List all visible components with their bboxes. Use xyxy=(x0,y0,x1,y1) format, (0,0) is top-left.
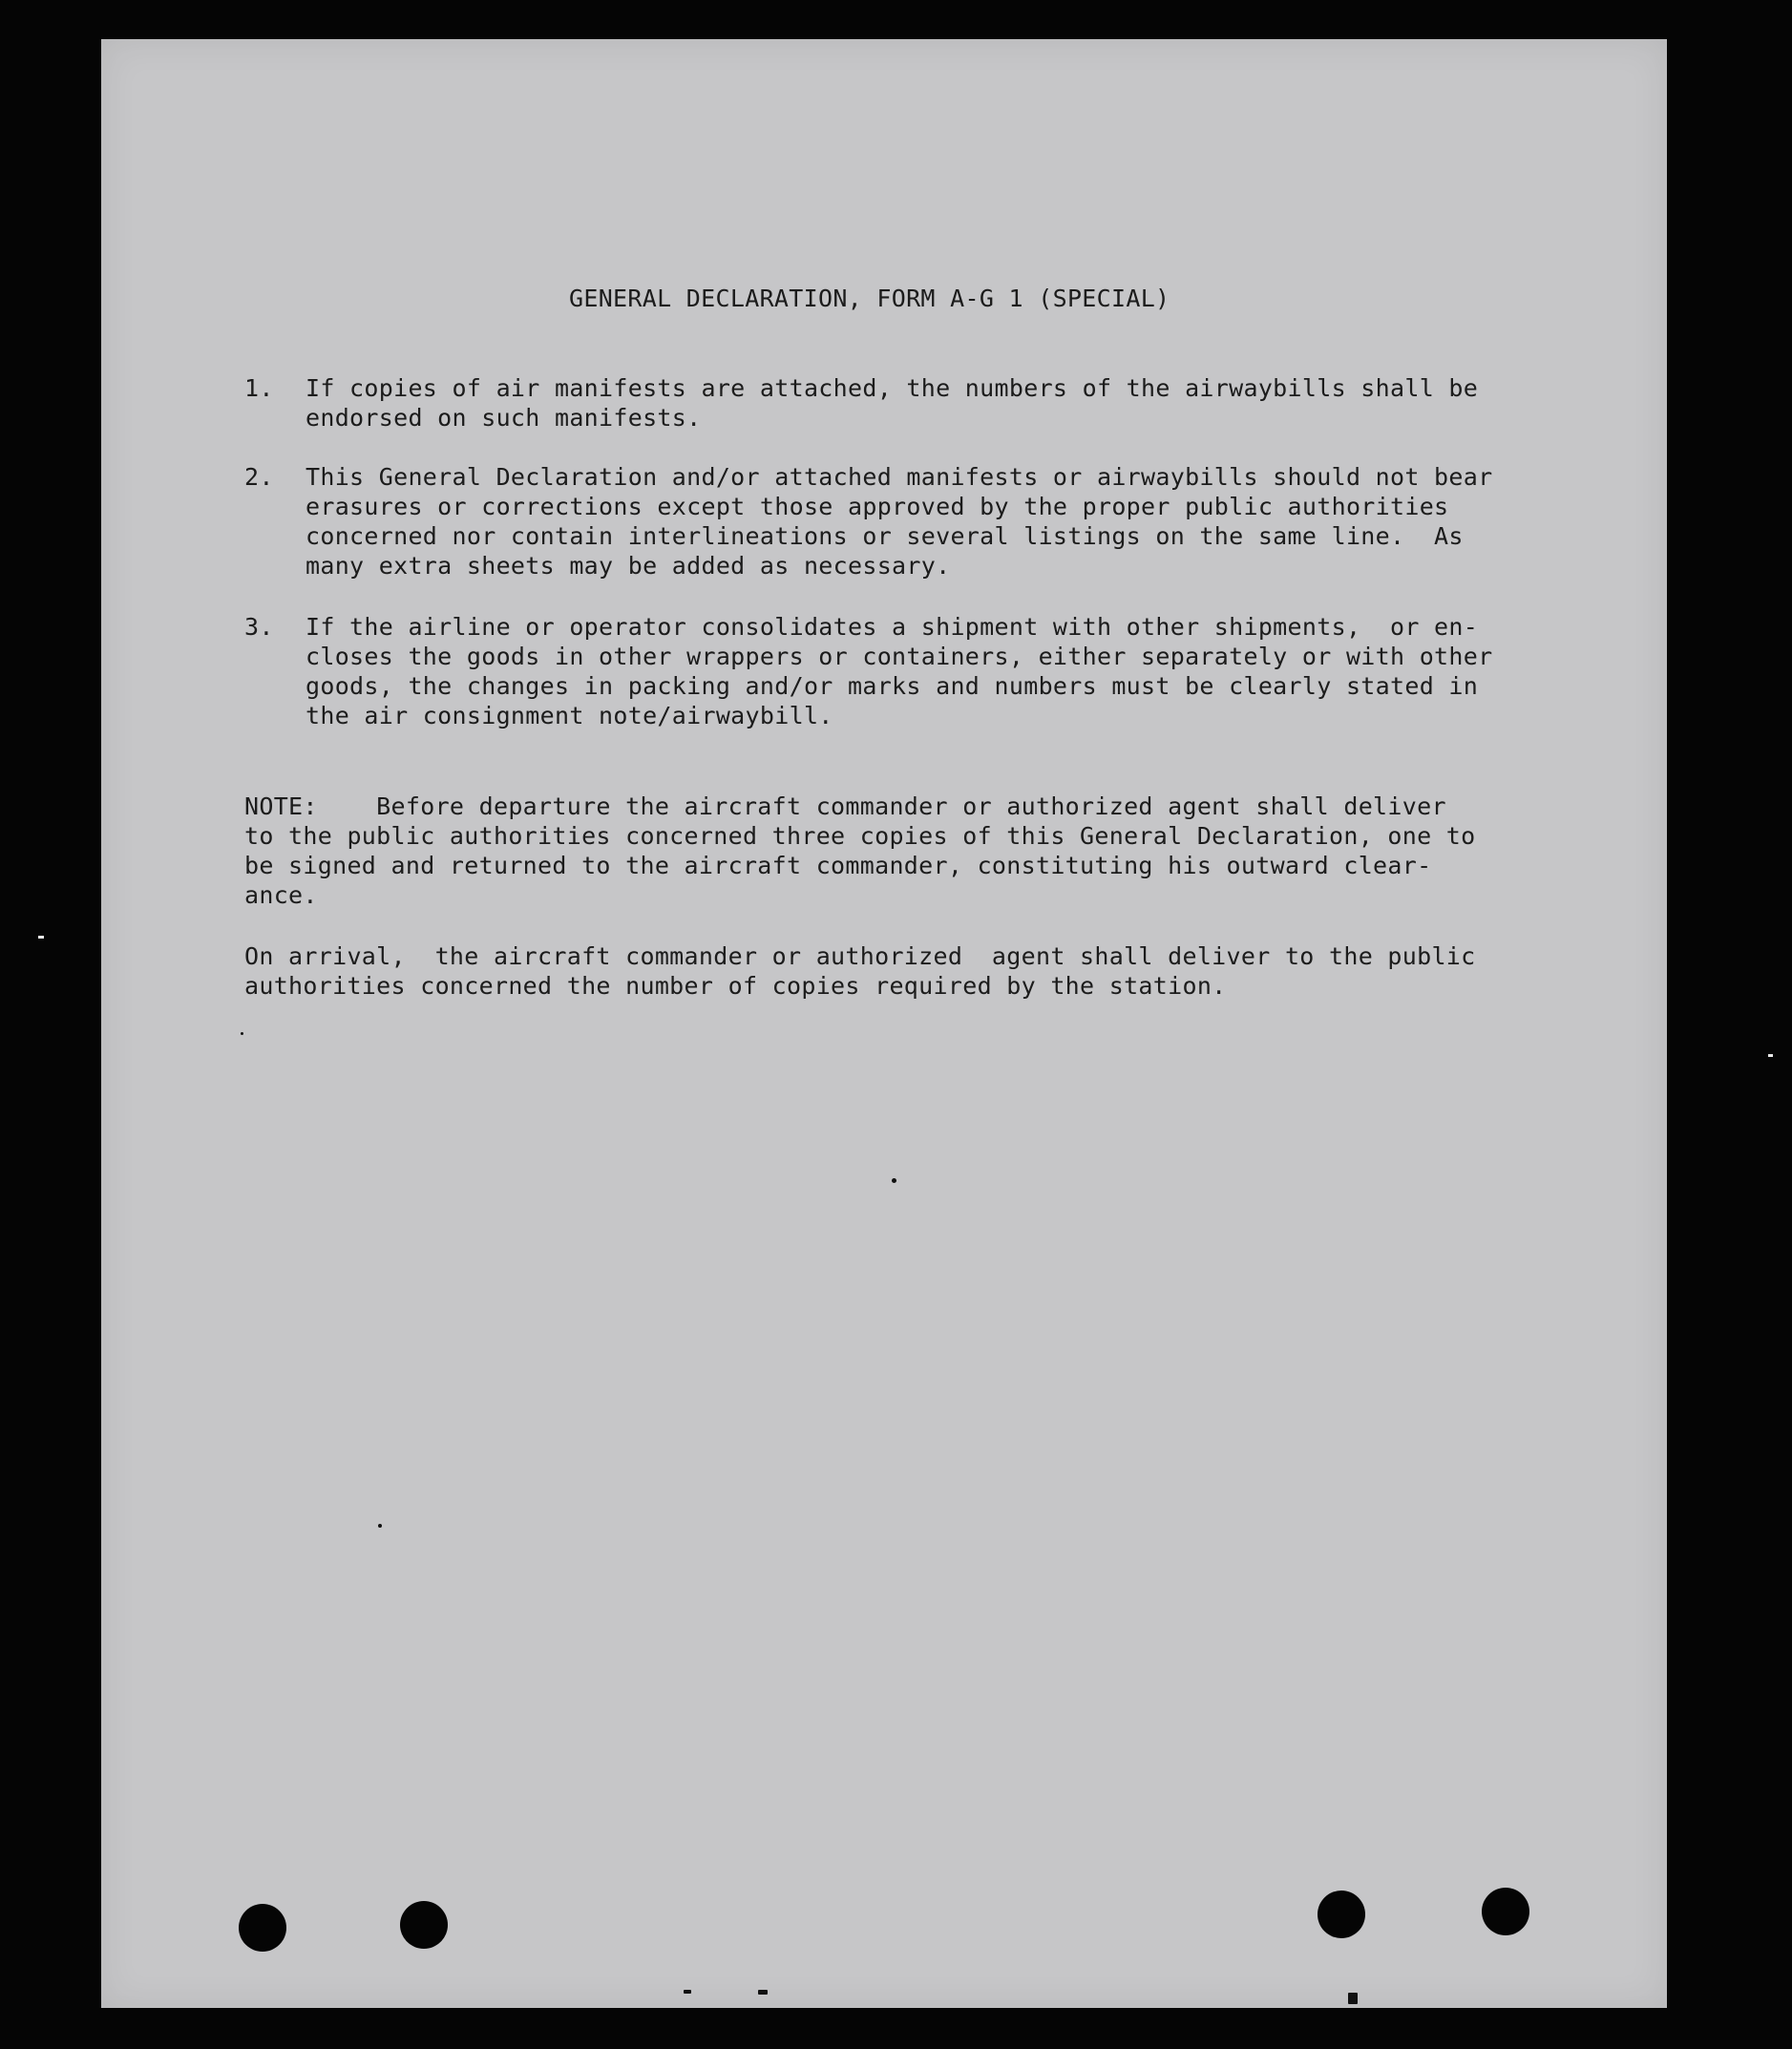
paper-speck xyxy=(1348,1993,1358,2004)
paper-speck xyxy=(892,1178,896,1183)
item-number: 3. xyxy=(244,613,274,641)
item-text: If copies of air manifests are attached, the numbers of the airwaybills shall be endorsed on such manifests. xyxy=(306,374,1479,432)
paper-speck xyxy=(241,1032,243,1035)
paper-speck xyxy=(684,1990,691,1994)
item-text: This General Declaration and/or attached manifests or airwaybills should not bear erasures or corrections except those approved by the proper public authorities concerned nor contain interlineations or several listings on the same line. As many extra sheets may be added as necessary. xyxy=(306,463,1493,580)
scan-artifact xyxy=(1768,1054,1773,1057)
punch-hole xyxy=(239,1904,286,1952)
document-title: GENERAL DECLARATION, FORM A-G 1 (SPECIAL) xyxy=(569,285,1170,312)
paper-speck xyxy=(378,1524,382,1528)
document-page xyxy=(101,39,1667,2008)
instruction-item-1 xyxy=(244,373,1543,434)
punch-hole xyxy=(1482,1888,1529,1935)
paper-speck xyxy=(758,1990,768,1995)
instruction-item-3 xyxy=(244,612,1543,732)
scan-artifact xyxy=(38,936,44,939)
arrival-paragraph: On arrival, the aircraft commander or authorized agent shall deliver to the public authorities concerned the number of copies required by the station. xyxy=(244,942,1476,1000)
punch-hole xyxy=(400,1901,448,1949)
item-text: If the airline or operator consolidates a shipment with other shipments, or en- closes the goods in other wrappers or containers, either separately or with other goods, the changes in packing and/or marks and numbers must be clearly stated in the air consignment note/airwaybill. xyxy=(306,613,1493,729)
note-paragraph: NOTE: Before departure the aircraft commander or authorized agent shall deliver to the public authorities concerned three copies of this General Declaration, one to be signed and returned to the aircraft commander, constituting his outward clear- ance. xyxy=(244,792,1476,909)
punch-hole xyxy=(1318,1891,1365,1938)
item-number: 2. xyxy=(244,463,274,491)
item-number: 1. xyxy=(244,374,274,402)
instruction-item-2 xyxy=(244,462,1543,582)
